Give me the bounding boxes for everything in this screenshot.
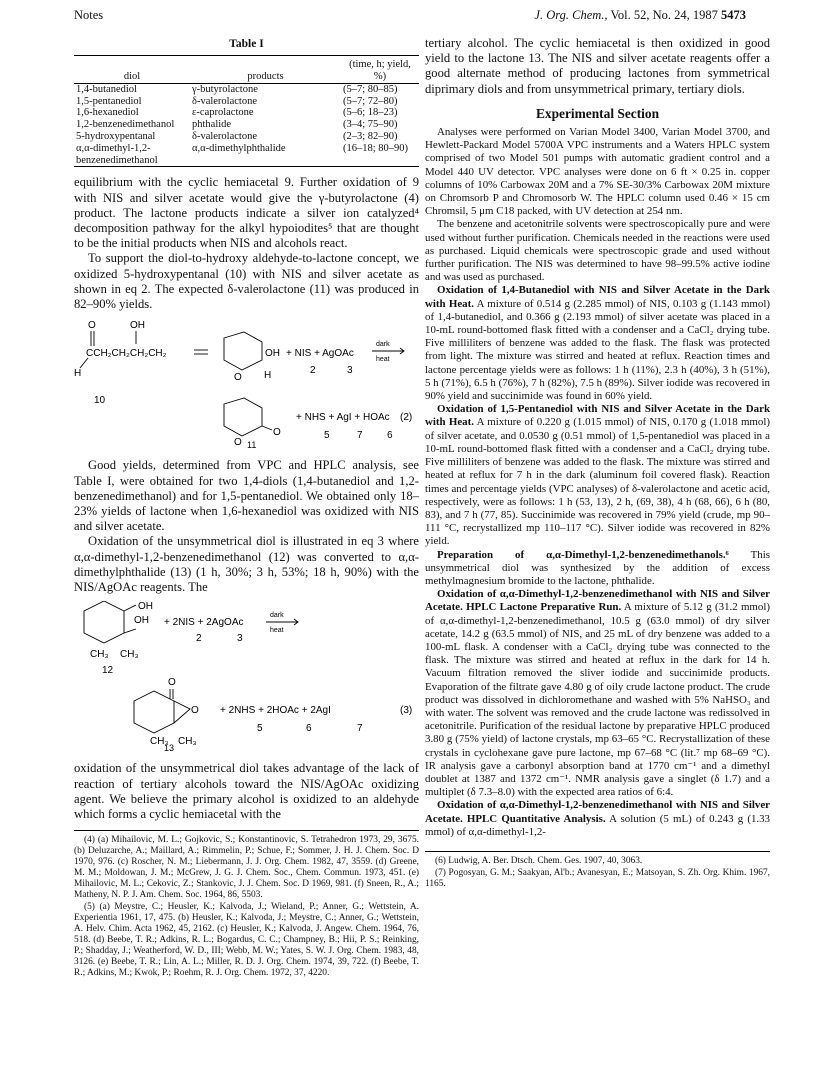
table-cell-time: (2–3; 82–90) bbox=[343, 130, 398, 142]
journal-name: J. Org. Chem., bbox=[534, 8, 608, 22]
experimental-text-6: A mixture of 5.12 g (31.2 mmol) of α,α-dimethyl-1,2-benzenedimethanol, 10.5 g (63.0 mmol) of dry silver acetate, 14.2 g (63.5 mmol) of NIS, and 25 mL of dry benzene was added to a 100-mL flask. A condenser with a CaCl₂ drying tube was connected to the flask. The mixture was stirred and heated at reflux in the dark for 14 h. Vacuum filtration removed the sliver iodide and succinimide products. Evaporation of the filtrate gave 4.80 g of oily crude lactone product. The crude product was dissolved in dichloromethane and washed with 5% NaHSO₃ and with water. The solvent was removed and the crude lactone was redissolved in acetonitrile. Purification of the residual lactone by preparative HPLC produced 3.80 g (75% yield) of lactone crystals, mp 63–65 °C. Recrystallization of these crystals in cyclohexane gave pure lactone, mp 67–68 °C (lit.⁷ mp 68–69 °C). IR analysis gave a carbonyl absorption band at 1770 cm⁻¹ and a dimethyl doublet at 1387 and 1372 cm⁻¹. NMR analysis gave a singlet (δ 1.7) and a multiplet (δ 7.3–8.0) with the expected area ratios of 6:4. bbox=[425, 601, 770, 799]
experimental-paragraph-5 bbox=[425, 549, 770, 589]
eq2-ring-oh: OH bbox=[265, 348, 280, 360]
eq2-label-2: 2 bbox=[310, 365, 316, 377]
table-cell-diol: 1,5-pentanediol bbox=[76, 95, 142, 107]
eq3-ring-oxygen: O bbox=[191, 705, 199, 717]
journal-issue: Vol. 52, No. 24, 1987 bbox=[610, 8, 718, 22]
right-intro bbox=[425, 36, 770, 97]
eq2-reagents: + NIS + AgOAc bbox=[286, 348, 354, 360]
eq3-label-12: 12 bbox=[102, 665, 114, 677]
footnote-7: (7) Pogosyan, G. M.; Saakyan, Al'b.; Avanesyan, E.; Matsoyan, S. Zh. Org. Khim. 1967, 1165. bbox=[425, 867, 770, 889]
eq2-products: + NHS + AgI + HOAc bbox=[296, 412, 390, 424]
eq2-label-6: 6 bbox=[387, 430, 393, 442]
eq3-arrow-top: dark bbox=[270, 612, 284, 620]
right-paragraph-1: tertiary alcohol. The cyclic hemiacetal is then oxidized in good yield to the lactone 13. The NIS and silver acetate reagents offer a good alternate method of producing lactones from symmetrical diprimary diols and from unsymmetrical primary, tertiary diols. bbox=[425, 36, 770, 96]
table-body bbox=[74, 83, 419, 166]
table-cell-time: (5–7; 80–85) bbox=[343, 83, 398, 95]
experimental-paragraph-3 bbox=[425, 284, 770, 403]
left-paragraph-2: To support the diol-to-hydroxy aldehyde-to-lactone concept, we oxidized 5-hydroxypentanal (10) with NIS and silver acetate as shown in eq 2. The expected δ-valerolactone (11) was produced in 82–90% yields. bbox=[74, 251, 419, 311]
eq2-chain-label: CCH₂CH₂CH₂CH₂ bbox=[86, 348, 167, 360]
experimental-paragraph-6 bbox=[425, 588, 770, 799]
left-body-2 bbox=[74, 458, 419, 595]
eq2-arrow-bottom: heat bbox=[376, 356, 390, 364]
table-row bbox=[74, 143, 419, 167]
table-cell-diol: 1,2-benzenedimethanol bbox=[76, 119, 175, 131]
subheading-7: Oxidation of α,α-Dimethyl-1,2-benzenedimethanol with NIS and Silver Acetate. HPLC Quantitative Analysis. bbox=[425, 799, 770, 825]
table-row bbox=[74, 96, 419, 108]
eq3-lactone-ch3-1: CH₃ bbox=[150, 736, 169, 748]
table-row bbox=[74, 131, 419, 143]
col-header-products: products bbox=[247, 71, 284, 82]
eq2-ring-h: H bbox=[264, 370, 272, 382]
table-header-row bbox=[74, 56, 419, 84]
experimental-text-5: This unsymmetrical diol was synthesized by the addition of excess methylmagnesium bromide to the lactone, phthalide. bbox=[425, 548, 770, 587]
col-header-time: (time, h; yield, %) bbox=[349, 59, 411, 82]
table-cell-time: (16–18; 80–90) bbox=[343, 142, 409, 154]
eq2-h-label: H bbox=[74, 368, 82, 380]
eq3-diol-ch3-1: CH₃ bbox=[90, 649, 109, 661]
left-footnotes bbox=[74, 835, 419, 979]
left-paragraph-4: Oxidation of the unsymmetrical diol is illustrated in eq 3 where α,α-dimethyl-1,2-benzenedimethanol (12) was converted to α,α-dimethylphthalide (13) (1 h, 30%; 3 h, 53%; 18 h, 90%) with the NIS/AgOAc reagents. The bbox=[74, 534, 419, 595]
eq3-diol-ch3-2: CH₃ bbox=[120, 649, 139, 661]
table-cell-product: phthalide bbox=[192, 119, 232, 131]
experimental-paragraph-1: Analyses were performed on Varian Model 3400, Varian Model 3700, and Hewlett-Packard Model 5700A VPC instruments and a Waters HPLC system comprised of two Model 501 pumps with automatic gradient control and a Model 440 UV detector. VPC analyses were done on 6 ft × 0.25 in. copper columns of 10% Carbowax 20M and a 7% SE-30/3% Carbowax 20M mixture on Chromsorb P and Chromosorb W. The HPLC column used 0.46 × 15 cm Chromsil, 5 μm C18 packed, with UV detection at 254 nm. bbox=[425, 126, 770, 218]
table-cell-time: (5–7; 72–80) bbox=[343, 95, 398, 107]
eq3-label-6: 6 bbox=[306, 723, 312, 735]
table-cell-product: δ-valerolactone bbox=[192, 130, 257, 142]
left-column bbox=[74, 38, 419, 980]
section-heading-experimental: Experimental Section bbox=[535, 105, 660, 121]
right-footnote-rule bbox=[425, 851, 770, 852]
table-cell-product: γ-butyrolactone bbox=[192, 83, 258, 95]
subheading-4: Oxidation of 1,5-Pentanediol with NIS and Silver Acetate in the Dark with Heat. bbox=[425, 403, 770, 429]
table-row bbox=[74, 119, 419, 131]
eq2-carbonyl-oxygen: O bbox=[273, 427, 281, 439]
eq2-label-10: 10 bbox=[94, 395, 106, 407]
experimental-text-3: A mixture of 0.514 g (2.285 mmol) of NIS, 0.103 g (1.143 mmol) of 1,4-butanediol, and 0.366 g (2.193 mmol) of silver acetate was placed in a 10-mL round-bottomed flask fitted with a condenser and a CaCl₂ drying tube. Five milliliters of benzene was added to the flask. The flask was protected from light. The mixture was stirred and heated at reflux. Reaction times and lactone percentage yields were as follows: 1 h (11%), 2.3 h (40%), 3 h (51%), 5 h (71%), 6.5 h (76%), 7 h (82%), 7.5 h (89%). Silver iodide was recovered in 90% yield and succinimide was found in 60% yield. bbox=[425, 297, 770, 403]
footnote-5: (5) (a) Meystre, C.; Heusler, K.; Kalvoda, J.; Wieland, P.; Anner, G.; Wettstein, A. Experientia 1961, 17, 475. (b) Heusler, K.; Kalvoda, J.; Meystre, C.; Anner, G.; Wettstein, A. Helv. Chim. Acta 1962, 45, 2162. (c) Heusler, K.; Kalvoda, J. Angew. Chem. 1964, 76, 518. (d) Beebe, T. R.; Adkins, R. L.; Bogardus, C. C.; Champney, B.; Hii, P. S.; Reinking, P.; Shadday, J.; Weatherford, W. D., III; Webb, M. W.; Yates, S. W. J. Org. Chem. 1983, 48, 3126. (e) Beebe, T. R.; Lin, A. L.; Miller, R. D. J. Org. Chem. 1974, 39, 722. (f) Beebe, T. R.; Adkins, M.; Kwok, P.; Roehm, R. J. Org. Chem. 1972, 37, 4220. bbox=[74, 902, 419, 979]
eq3-lactone-ch3-2: CH₃ bbox=[178, 736, 197, 748]
eq3-number: (3) bbox=[400, 705, 413, 717]
table-row bbox=[74, 107, 419, 119]
equation-3-scheme bbox=[74, 601, 419, 751]
table-cell-diol: 5-hydroxypentanal bbox=[76, 130, 156, 142]
left-paragraph-3: Good yields, determined from VPC and HPLC analysis, see Table I, were obtained for two 1,4-diols (1,4-butanediol and 1,2-benzenedimethanol) and for 1,5-pentanediol. We obtained only 18–23% yields of lactone when 1,6-hexanediol was oxidized with NIS and silver acetate. bbox=[74, 458, 419, 534]
footnote-6: (6) Ludwig, A. Ber. Dtsch. Chem. Ges. 1907, 40, 3063. bbox=[435, 855, 643, 866]
subheading-5: Preparation of α,α-Dimethyl-1,2-benzenedimethanols.⁶ bbox=[437, 548, 729, 561]
experimental-paragraph-4 bbox=[425, 403, 770, 548]
eq2-label-3: 3 bbox=[347, 365, 353, 377]
subheading-3: Oxidation of 1,4-Butanediol with NIS and Silver Acetate in the Dark with Heat. bbox=[425, 284, 770, 310]
col-header-diol: diol bbox=[123, 71, 141, 82]
eq3-label-3: 3 bbox=[237, 633, 243, 645]
eq2-oh-label: OH bbox=[130, 320, 145, 332]
table-cell-product: α,α-dimethylphthalide bbox=[192, 142, 286, 154]
eq2-oxygen-label: O bbox=[88, 320, 96, 332]
eq3-diol-oh-1: OH bbox=[138, 601, 153, 613]
table-bottom-rule bbox=[74, 166, 419, 167]
experimental-paragraph-7 bbox=[425, 799, 770, 839]
eq3-label-7: 7 bbox=[357, 723, 363, 735]
table-title: Table I bbox=[229, 38, 264, 50]
eq3-reagents: + 2NIS + 2AgOAc bbox=[164, 617, 244, 629]
left-body-3 bbox=[74, 761, 419, 822]
eq2-arrow-top: dark bbox=[376, 341, 390, 349]
table-cell-time: (3–4; 75–90) bbox=[343, 119, 398, 131]
eq3-products: + 2NHS + 2HOAc + 2AgI bbox=[220, 705, 331, 717]
running-head-right bbox=[534, 8, 746, 23]
table-cell-diol: α,α-dimethyl-1,2-benzenedimethanol bbox=[76, 142, 158, 166]
left-footnote-rule bbox=[74, 830, 419, 831]
subheading-6: Oxidation of α,α-Dimethyl-1,2-benzenedimethanol with NIS and Silver Acetate. HPLC Lactone Preparative Run. bbox=[425, 588, 770, 614]
table-cell-diol: 1,6-hexanediol bbox=[76, 107, 139, 119]
left-paragraph-5: oxidation of the unsymmetrical diol takes advantage of the lack of reaction of tertiary alcohols toward the NIS/AgOAc oxidizing agent. We believe the primary alcohol is oxidized to an aldehyde which forms a cyclic hemiacetal with the bbox=[74, 761, 419, 822]
experimental-text-7: A solution (5 mL) of 0.243 g (1.33 mmol) of α,α-dimethyl-1,2- bbox=[425, 812, 771, 838]
eq3-label-5: 5 bbox=[257, 723, 263, 735]
eq2-ring-oxygen: O bbox=[234, 372, 242, 384]
eq2-number: (2) bbox=[400, 412, 413, 424]
right-footnotes bbox=[425, 856, 770, 890]
eq3-label-2: 2 bbox=[196, 633, 202, 645]
eq2-lactone-oxygen: O bbox=[234, 437, 242, 449]
table-1 bbox=[74, 55, 419, 166]
left-paragraph-1: equilibrium with the cyclic hemiacetal 9. Further oxidation of 9 with NIS and silver acetate would give the γ-butyrolactone (4) product. The lactone products indicate a silver ion catalyzed⁴ decomposition pathway for the alkyl hypoiodites⁵ that are thought to be the initial products when NIS and alcohols react. bbox=[74, 175, 419, 251]
experimental-text-4: A mixture of 0.220 g (1.015 mmol) of NIS, 0.170 g (1.018 mmol) of silver acetate, and 0.0530 g (0.51 mmol) of 1,5-pentanediol was placed in a 10-mL round-bottomed flask fitted with a condenser and a CaCl₂ drying tube. Five milliliters of benzene was added to the flask. The mixture was stirred and heated at reflux for 7 h in the dark (aluminum foil covered flask). Reaction times and percentage yields (VPC analyses) of δ-valerolactone and acetic acid, respectively, were as follows: 1 h (53, 13), 2 h, (69, 38), 4 h (68, 66), 6 h (80, 83), and 7 h (77, 85). Succinimide was recovered in 79% yield (crude, mp 90–111 °C, recrystallized mp 110–117 °C). Silver iodide was recovered in 82% yield. bbox=[425, 416, 770, 548]
eq2-label-7: 7 bbox=[357, 430, 363, 442]
page-number: 5473 bbox=[721, 8, 746, 22]
table-row bbox=[74, 83, 419, 95]
equation-2-scheme bbox=[74, 318, 419, 448]
left-body bbox=[74, 175, 419, 312]
eq3-arrow-bottom: heat bbox=[270, 627, 284, 635]
eq3-diol-oh-2: OH bbox=[134, 615, 149, 627]
table-cell-diol: 1,4-butanediol bbox=[76, 83, 137, 95]
footnote-4: (4) (a) Mihailovic, M. L.; Gojkovic, S.; Konstantinovic, S. Tetrahedron 1973, 29, 3675. (b) Deluzarche, A.; Maillard, A.; Rimmelin, P.; Schue, F.; Sommer, J. H. J. Chem. Soc. D 1970, 976. (c) Roscher, N. M.; Liebermann, J. J. Org. Chem. 1982, 47, 3559. (d) Greene, M. M.; Moldowan, J. M.; McGrew, J. G. J. Chem. Soc., Chem. Commun. 1973, 451. (e) Mihailovic, M. L.; Cekovic, Z.; Stankovic, J. J. Chem. Soc. D 1969, 981. (f) Sneen, R., A.; Matheny, N. P. J. Am. Chem. Soc. 1964, 86, 5503. bbox=[74, 835, 419, 901]
eq3-label-13: 13 bbox=[164, 743, 175, 752]
right-column bbox=[425, 36, 770, 891]
eq3-carbonyl-oxygen: O bbox=[168, 677, 176, 689]
table-cell-time: (5–6; 18–23) bbox=[343, 107, 398, 119]
running-head-left: Notes bbox=[74, 8, 104, 22]
experimental-paragraph-2: The benzene and acetonitrile solvents were spectroscopically pure and were used without further purification. Chemicals needed in the reactions were used as purchased. Liquid chemicals were spectroscopic grade and used without further purification. The NIS was determined to have 98–99.5% active iodine and was used as purchased. bbox=[425, 218, 770, 284]
table-cell-product: ε-caprolactone bbox=[192, 107, 254, 119]
eq2-label-11: 11 bbox=[247, 440, 257, 449]
table-cell-product: δ-valerolactone bbox=[192, 95, 257, 107]
eq2-label-5: 5 bbox=[324, 430, 330, 442]
